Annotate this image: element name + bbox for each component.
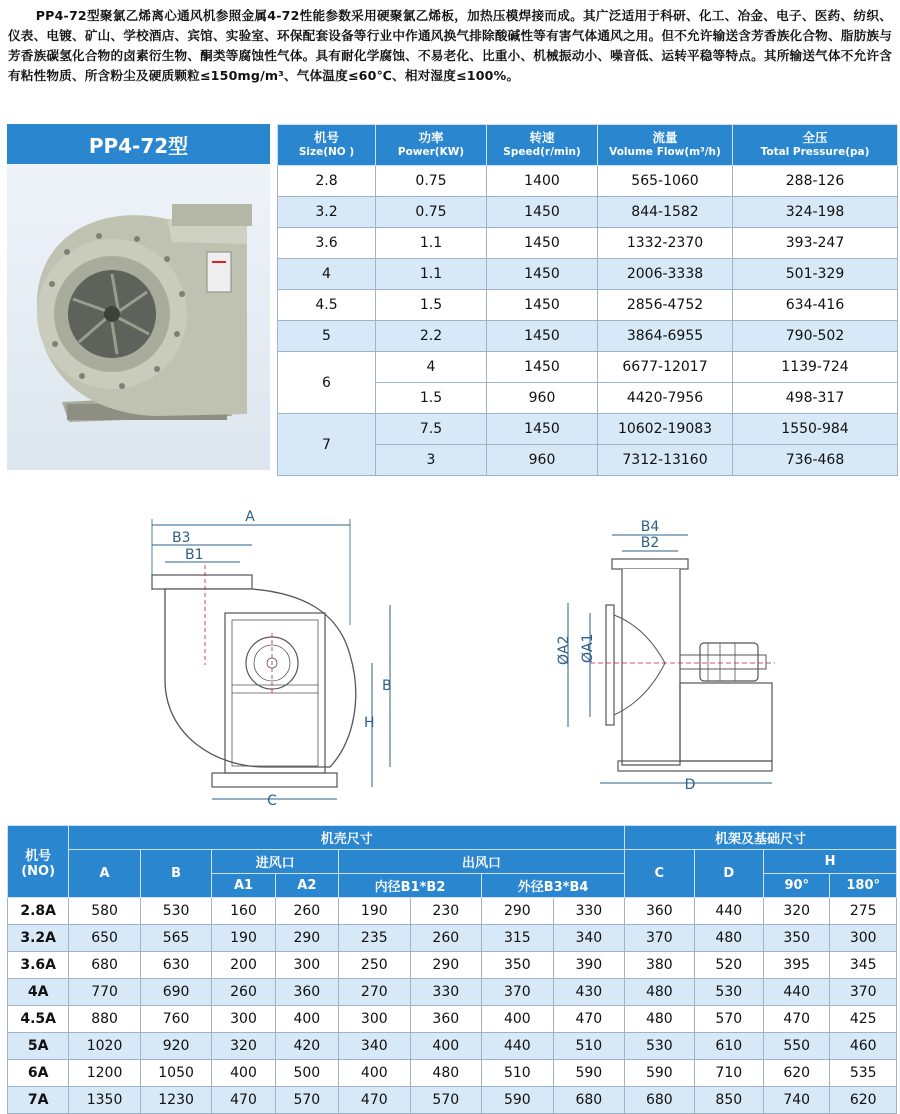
row-model-no: 2.8A [8,898,69,925]
cell: 550 [764,1033,830,1060]
cell: 1.5 [376,383,487,414]
cell: 190 [339,898,411,925]
cell: 760 [140,1006,212,1033]
cell: 288-126 [733,166,898,197]
dim-label-A: A [245,509,255,525]
cell: 844-1582 [598,197,733,228]
cell: 680 [69,952,141,979]
table-row [278,259,898,290]
side-view-drawing [152,509,392,809]
cell: 3 [376,445,487,476]
cell: 470 [339,1087,411,1114]
header-B: B [140,850,212,898]
table-row [278,290,898,321]
header-inlet: 进风口 [212,850,339,874]
cell: 1139-724 [733,352,898,383]
cell: 1.1 [376,259,487,290]
cell: 690 [140,979,212,1006]
cell: 520 [694,952,763,979]
cell: 5 [278,321,376,352]
table-row [8,1006,897,1033]
cell: 380 [625,952,694,979]
cell: 680 [625,1087,694,1114]
cell: 260 [212,979,275,1006]
table-row [8,925,897,952]
cell: 330 [410,979,482,1006]
cell: 0.75 [376,197,487,228]
dim-label-H: H [364,715,375,731]
cell: 634-416 [733,290,898,321]
cell: 300 [830,925,897,952]
cell: 590 [482,1087,554,1114]
cell: 770 [69,979,141,1006]
cell: 500 [275,1060,338,1087]
dim-label-A2: ØA2 [556,635,572,665]
cell: 430 [553,979,625,1006]
cell: 565 [140,925,212,952]
cell: 2.2 [376,321,487,352]
table-row [8,1060,897,1087]
cell: 501-329 [733,259,898,290]
header-C: C [625,850,694,898]
cell: 570 [410,1087,482,1114]
cell: 315 [482,925,554,952]
row-model-no: 4A [8,979,69,1006]
cell: 620 [764,1060,830,1087]
cell: 1050 [140,1060,212,1087]
table-row [278,197,898,228]
header-H: H [764,850,897,874]
cell: 1230 [140,1087,212,1114]
cell: 300 [275,952,338,979]
cell: 2856-4752 [598,290,733,321]
cell: 790-502 [733,321,898,352]
cell: 370 [830,979,897,1006]
cell: 630 [140,952,212,979]
model-title: PP4-72型 [7,124,270,164]
cell: 330 [553,898,625,925]
table-row [278,414,898,445]
cell: 300 [212,1006,275,1033]
cell: 1450 [487,414,598,445]
cell: 345 [830,952,897,979]
cell: 200 [212,952,275,979]
header-A1: A1 [212,874,275,898]
cell: 1550-984 [733,414,898,445]
cell: 460 [830,1033,897,1060]
header-H-180: 180° [830,874,897,898]
table-row [278,228,898,259]
cell: 480 [410,1060,482,1087]
cell: 350 [482,952,554,979]
cell: 350 [764,925,830,952]
cell: 1450 [487,321,598,352]
cell: 4 [376,352,487,383]
cell: 1400 [487,166,598,197]
cell: 590 [625,1060,694,1087]
cell: 370 [482,979,554,1006]
cell: 10602-19083 [598,414,733,445]
cell: 400 [275,1006,338,1033]
header-model-no: 机号 (NO) [8,826,69,898]
cell: 610 [694,1033,763,1060]
header-pressure: 全压 Total Pressure(pa) [733,125,898,166]
header-frame: 机架及基础尺寸 [625,826,897,850]
dim-label-B1: B1 [185,547,204,563]
cell: 235 [339,925,411,952]
cell: 1450 [487,290,598,321]
dim-label-B2: B2 [640,535,660,551]
cell: 270 [339,979,411,1006]
cell: 3.6 [278,228,376,259]
cell: 320 [764,898,830,925]
cell: 480 [694,925,763,952]
cell: 393-247 [733,228,898,259]
cell: 290 [275,925,338,952]
fan-illustration [7,164,270,470]
cell: 0.75 [376,166,487,197]
cell: 160 [212,898,275,925]
cell: 480 [625,1006,694,1033]
cell: 470 [212,1087,275,1114]
cell: 580 [69,898,141,925]
row-model-no: 5A [8,1033,69,1060]
cell: 570 [275,1087,338,1114]
cell: 498-317 [733,383,898,414]
header-flow: 流量 Volume Flow(m³/h) [598,125,733,166]
cell: 320 [212,1033,275,1060]
table-row [278,352,898,383]
cell: 290 [410,952,482,979]
cell: 300 [339,1006,411,1033]
dim-label-B4: B4 [640,519,660,535]
table-row [8,1033,897,1060]
cell: 260 [275,898,338,925]
cell: 420 [275,1033,338,1060]
cell: 960 [487,383,598,414]
row-model-no: 4.5A [8,1006,69,1033]
header-inner: 内径B1*B2 [339,874,482,898]
cell: 510 [553,1033,625,1060]
header-A: A [69,850,141,898]
table-row [278,321,898,352]
dims-header-row-2 [8,850,897,874]
performance-table [277,124,898,476]
cell: 360 [625,898,694,925]
cell: 680 [553,1087,625,1114]
fan-product-photo [7,164,270,470]
cell: 4420-7956 [598,383,733,414]
cell: 2.8 [278,166,376,197]
cell: 3.2 [278,197,376,228]
cell: 1332-2370 [598,228,733,259]
cell: 880 [69,1006,141,1033]
header-power: 功率 Power(KW) [376,125,487,166]
cell: 360 [275,979,338,1006]
dimension-table-body [8,898,897,1114]
cell: 1.1 [376,228,487,259]
cell: 740 [764,1087,830,1114]
cell: 395 [764,952,830,979]
cell: 440 [482,1033,554,1060]
table-row [8,952,897,979]
cell: 290 [482,898,554,925]
cell: 440 [694,898,763,925]
dim-label-C: C [267,793,277,809]
cell: 340 [553,925,625,952]
cell: 920 [140,1033,212,1060]
cell: 260 [410,925,482,952]
cell: 530 [140,898,212,925]
header-casing: 机壳尺寸 [69,826,625,850]
cell: 7312-13160 [598,445,733,476]
header-H-90: 90° [764,874,830,898]
table-row [8,898,897,925]
cell: 510 [482,1060,554,1087]
dims-header-row-1 [8,826,897,850]
header-speed: 转速 Speed(r/min) [487,125,598,166]
table-row [8,979,897,1006]
cell: 250 [339,952,411,979]
cell: 4.5 [278,290,376,321]
cell: 3864-6955 [598,321,733,352]
cell: 736-468 [733,445,898,476]
cell: 360 [410,1006,482,1033]
cell: 370 [625,925,694,952]
table-row [8,1087,897,1114]
row-model-no: 3.2A [8,925,69,952]
cell: 400 [410,1033,482,1060]
cell: 480 [625,979,694,1006]
cell: 440 [764,979,830,1006]
cell: 400 [212,1060,275,1087]
cell: 620 [830,1087,897,1114]
dim-label-B3: B3 [172,530,191,546]
cell: 590 [553,1060,625,1087]
header-D: D [694,850,763,898]
row-model-no: 3.6A [8,952,69,979]
cell: 1020 [69,1033,141,1060]
header-A2: A2 [275,874,338,898]
header-outer: 外径B3*B4 [482,874,625,898]
dim-label-A1: ØA1 [580,633,596,663]
cell: 960 [487,445,598,476]
cell: 650 [69,925,141,952]
cell: 530 [694,979,763,1006]
cell: 1350 [69,1087,141,1114]
header-size: 机号 Size(NO ) [278,125,376,166]
cell: 390 [553,952,625,979]
intro-paragraph: PP4-72型聚氯乙烯离心通风机参照金属4-72性能参数采用硬聚氯乙烯板，加热压模焊接而成。其广泛适用于科研、化工、冶金、电子、医药、纺织、仪表、电镀、矿山、学校酒店、宾馆、实验室、环保配套设备等行业中作通风换气排除酸碱性等有害气体通风之用。但不允许输送含芳香族化合物、脂肪族与芳香族碳氢化合物的卤素衍生物、酮类等腐蚀性气体。具有耐化学腐蚀、不易老化、比重小、机械振动小、噪音低、运转平稳等特点。其所输送气体不允许含有粘性物质、所含粉尘及硬质颗粒≤150mg/m³、气体温度≤60℃、相对湿度≤100%。 [8,8,892,83]
cell: 4 [278,259,376,290]
cell: 425 [830,1006,897,1033]
cell: 1450 [487,197,598,228]
cell: 7 [278,414,376,476]
cell: 570 [694,1006,763,1033]
cell: 7.5 [376,414,487,445]
cell: 1.5 [376,290,487,321]
cell: 6 [278,352,376,414]
cell: 400 [482,1006,554,1033]
cell: 340 [339,1033,411,1060]
row-model-no: 7A [8,1087,69,1114]
row-model-no: 6A [8,1060,69,1087]
cell: 850 [694,1087,763,1114]
performance-header-row [278,125,898,166]
dimension-table [7,825,897,1114]
header-outlet: 出风口 [339,850,625,874]
cell: 470 [764,1006,830,1033]
cell: 324-198 [733,197,898,228]
cell: 530 [625,1033,694,1060]
cell: 1200 [69,1060,141,1087]
front-view-drawing [556,519,775,793]
cell: 1450 [487,352,598,383]
cell: 710 [694,1060,763,1087]
dimension-drawings [0,505,900,810]
dim-label-B: B [382,678,392,694]
cell: 535 [830,1060,897,1087]
dim-label-D: D [684,777,696,793]
cell: 6677-12017 [598,352,733,383]
cell: 190 [212,925,275,952]
cell: 400 [339,1060,411,1087]
cell: 1450 [487,228,598,259]
table-row [278,166,898,197]
cell: 2006-3338 [598,259,733,290]
cell: 230 [410,898,482,925]
cell: 470 [553,1006,625,1033]
cell: 1450 [487,259,598,290]
cell: 565-1060 [598,166,733,197]
cell: 275 [830,898,897,925]
